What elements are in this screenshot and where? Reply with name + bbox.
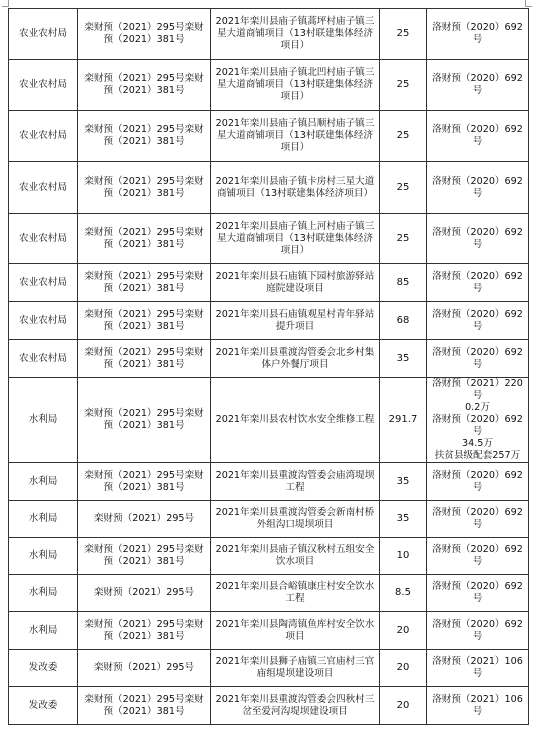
project-name-cell: 2021年栾川县合峪镇康庄村安全饮水工程 <box>211 575 380 612</box>
fund-source-cell <box>427 612 529 650</box>
dept-cell: 农业农村局 <box>9 60 78 111</box>
dept-cell: 农业农村局 <box>9 9 78 60</box>
table-row <box>9 650 529 687</box>
doc-number-cell: 栾财预（2021）295号 <box>78 650 211 687</box>
fund-source-line: 洛财预（2020）692号 <box>432 175 523 199</box>
dept-cell: 农业农村局 <box>9 111 78 162</box>
table-row <box>9 612 529 650</box>
fund-source-cell <box>427 378 529 463</box>
fund-source-cell <box>427 650 529 687</box>
dept-cell: 农业农村局 <box>9 162 78 214</box>
dept-cell: 水利局 <box>9 612 78 650</box>
fund-source-line: 洛财预（2020）692号 <box>432 22 523 45</box>
fund-source-cell <box>427 575 529 612</box>
dept-cell: 发改委 <box>9 650 78 687</box>
fund-source-line: 洛财预（2020）692号 <box>432 124 523 147</box>
project-name-cell: 2021年栾川县狮子庙镇三官庙村三官庙组堤坝建设项目 <box>211 650 380 687</box>
project-name-cell: 2021年栾川县农村饮水安全维修工程 <box>211 378 380 463</box>
project-name-cell: 2021年栾川县庙子镇吕顺村庙子镇三星大道商铺项目（13村联建集体经济项目） <box>211 111 380 162</box>
dept-cell: 农业农村局 <box>9 302 78 340</box>
doc-number-cell: 栾财预（2021）295号栾财预（2021）381号 <box>78 612 211 650</box>
doc-number-cell: 栾财预（2021）295号栾财预（2021）381号 <box>78 340 211 378</box>
fund-source-cell <box>427 9 529 60</box>
doc-number-cell: 栾财预（2021）295号栾财预（2021）381号 <box>78 538 211 575</box>
fund-source-line: 洛财预（2020）692号 <box>432 308 523 332</box>
doc-number-cell: 栾财预（2021）295号栾财预（2021）381号 <box>78 302 211 340</box>
doc-number-cell: 栾财预（2021）295号栾财预（2021）381号 <box>78 111 211 162</box>
amount-cell: 10 <box>380 538 427 575</box>
crop-mark-right <box>525 0 532 7</box>
table-row <box>9 687 529 725</box>
table-row <box>9 162 529 214</box>
amount-cell: 68 <box>380 302 427 340</box>
funding-table <box>8 8 529 725</box>
fund-source-line: 洛财预（2020）692号 <box>432 346 523 370</box>
dept-cell: 农业农村局 <box>9 214 78 264</box>
fund-source-line: 洛财预（2020）692号 <box>432 414 523 437</box>
project-name-cell: 2021年栾川县庙子镇北凹村庙子镇三星大道商铺项目（13村联建集体经济项目） <box>211 60 380 111</box>
fund-source-line: 洛财预（2021）106号 <box>432 693 523 717</box>
table-row <box>9 302 529 340</box>
doc-number-cell: 栾财预（2021）295号栾财预（2021）381号 <box>78 264 211 302</box>
project-name-cell: 2021年栾川县庙子镇上河村庙子镇三星大道商铺项目（13村联建集体经济项目） <box>211 214 380 264</box>
amount-cell: 35 <box>380 340 427 378</box>
table-row <box>9 538 529 575</box>
amount-cell: 85 <box>380 264 427 302</box>
project-name-cell: 2021年栾川县重渡沟管委会新南村桥外组沟口堤坝项目 <box>211 501 380 538</box>
amount-cell: 35 <box>380 463 427 501</box>
table-row <box>9 9 529 60</box>
fund-source-line: 洛财预（2021）220号 <box>432 378 523 401</box>
crop-mark-left <box>2 0 9 7</box>
table-row <box>9 214 529 264</box>
fund-source-line: 洛财预（2020）692号 <box>432 544 523 567</box>
funding-table-body <box>9 9 529 725</box>
fund-source-line: 扶贫县级配套257万 <box>434 450 521 461</box>
dept-cell: 发改委 <box>9 687 78 725</box>
table-row <box>9 378 529 463</box>
page-top-margin <box>0 0 534 8</box>
fund-source-line: 洛财预（2020）692号 <box>432 270 523 294</box>
fund-source-line: 洛财预（2020）692号 <box>432 507 523 530</box>
fund-source-cell <box>427 111 529 162</box>
table-row <box>9 340 529 378</box>
fund-source-line: 34.5万 <box>462 438 493 449</box>
amount-cell: 25 <box>380 9 427 60</box>
dept-cell: 水利局 <box>9 463 78 501</box>
amount-cell: 20 <box>380 650 427 687</box>
amount-cell: 25 <box>380 60 427 111</box>
doc-number-cell: 栾财预（2021）295号栾财预（2021）381号 <box>78 687 211 725</box>
fund-source-cell <box>427 302 529 340</box>
doc-number-cell: 栾财预（2021）295号栾财预（2021）381号 <box>78 60 211 111</box>
dept-cell: 水利局 <box>9 575 78 612</box>
fund-source-line: 洛财预（2020）692号 <box>432 618 523 642</box>
fund-source-cell <box>427 340 529 378</box>
doc-number-cell: 栾财预（2021）295号 <box>78 501 211 538</box>
fund-source-cell <box>427 687 529 725</box>
table-row <box>9 60 529 111</box>
fund-source-cell <box>427 463 529 501</box>
dept-cell: 水利局 <box>9 378 78 463</box>
amount-cell: 20 <box>380 612 427 650</box>
amount-cell: 25 <box>380 111 427 162</box>
dept-cell: 农业农村局 <box>9 340 78 378</box>
amount-cell: 8.5 <box>380 575 427 612</box>
fund-source-line: 洛财预（2021）106号 <box>432 656 523 679</box>
fund-source-line: 洛财预（2020）692号 <box>432 226 523 250</box>
project-name-cell: 2021年栾川县庙子镇卡房村三星大道商铺项目（13村联建集体经济项目） <box>211 162 380 214</box>
table-row <box>9 463 529 501</box>
doc-number-cell: 栾财预（2021）295号栾财预（2021）381号 <box>78 378 211 463</box>
amount-cell: 25 <box>380 162 427 214</box>
dept-cell: 农业农村局 <box>9 264 78 302</box>
amount-cell: 291.7 <box>380 378 427 463</box>
fund-source-cell <box>427 214 529 264</box>
table-row <box>9 264 529 302</box>
fund-source-cell <box>427 264 529 302</box>
project-name-cell: 2021年栾川县重渡沟管委会四秋村三岔至爱河沟堤坝建设项目 <box>211 687 380 725</box>
fund-source-cell <box>427 501 529 538</box>
fund-source-line: 洛财预（2020）692号 <box>432 73 523 96</box>
dept-cell: 水利局 <box>9 538 78 575</box>
table-row <box>9 111 529 162</box>
dept-cell: 水利局 <box>9 501 78 538</box>
table-row <box>9 575 529 612</box>
doc-number-cell: 栾财预（2021）295号栾财预（2021）381号 <box>78 9 211 60</box>
table-row <box>9 501 529 538</box>
amount-cell: 35 <box>380 501 427 538</box>
project-name-cell: 2021年栾川县石庙镇观星村青年驿站提升项目 <box>211 302 380 340</box>
project-name-cell: 2021年栾川县重渡沟管委会庙湾堤坝工程 <box>211 463 380 501</box>
fund-source-line: 洛财预（2020）692号 <box>432 581 523 604</box>
amount-cell: 20 <box>380 687 427 725</box>
project-name-cell: 2021年栾川县庙子镇蒿坪村庙子镇三星大道商铺项目（13村联建集体经济项目） <box>211 9 380 60</box>
project-name-cell: 2021年栾川县石庙镇下园村旅游驿站庭院建设项目 <box>211 264 380 302</box>
project-name-cell: 2021年栾川县陶湾镇鱼库村安全饮水项目 <box>211 612 380 650</box>
doc-number-cell: 栾财预（2021）295号 <box>78 575 211 612</box>
fund-source-cell <box>427 60 529 111</box>
fund-source-cell <box>427 538 529 575</box>
project-name-cell: 2021年栾川县重渡沟管委会北乡村集体户外餐厅项目 <box>211 340 380 378</box>
fund-source-cell <box>427 162 529 214</box>
fund-source-line: 0.2万 <box>465 402 490 413</box>
doc-number-cell: 栾财预（2021）295号栾财预（2021）381号 <box>78 463 211 501</box>
amount-cell: 25 <box>380 214 427 264</box>
doc-number-cell: 栾财预（2021）295号栾财预（2021）381号 <box>78 162 211 214</box>
doc-number-cell: 栾财预（2021）295号栾财预（2021）381号 <box>78 214 211 264</box>
project-name-cell: 2021年栾川县庙子镇汉秋村五组安全饮水项目 <box>211 538 380 575</box>
fund-source-line: 洛财预（2020）692号 <box>432 469 523 493</box>
